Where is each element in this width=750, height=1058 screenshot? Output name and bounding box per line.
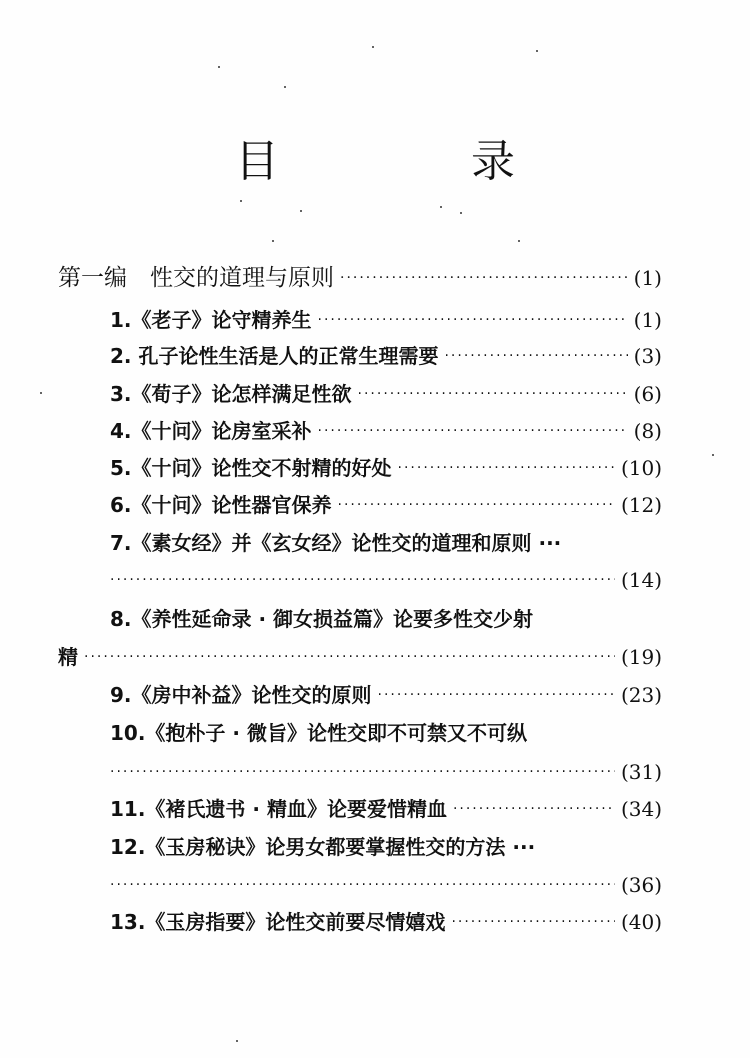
scan-speck [372, 46, 374, 48]
toc-page-number: (31) [620, 760, 662, 784]
leader-dots [444, 340, 627, 372]
toc-entry-3[interactable] [110, 378, 662, 410]
toc-entry-label: 12.《玉房秘诀》论男女都要掌握性交的方法 ··· [110, 835, 536, 859]
toc-entry-6[interactable] [110, 489, 662, 521]
toc-page-number: (6) [633, 382, 662, 406]
leader-dots [318, 415, 628, 447]
toc-entry-label: 4.《十问》论房室采补 [110, 419, 312, 443]
toc-entry-label: 2. 孔子论性生活是人的正常生理需要 [110, 344, 439, 368]
toc-entry-13[interactable] [110, 906, 662, 938]
leader-dots [358, 378, 628, 410]
toc-entry-label: 3.《荀子》论怎样满足性欲 [110, 382, 352, 406]
toc-entry-label: 5.《十问》论性交不射精的好处 [110, 456, 392, 480]
toc-entry-label: 11.《褚氏遗书 · 精血》论要爱惜精血 [110, 797, 447, 821]
scan-speck [536, 50, 538, 52]
scan-speck [460, 212, 462, 214]
scan-speck [440, 206, 442, 208]
toc-entry-label: 10.《抱朴子 · 微旨》论性交即不可禁又不可纵 [110, 721, 527, 745]
toc-entry-12[interactable] [110, 831, 662, 863]
toc-entry-label: 8.《养性延命录 · 御女损益篇》论要多性交少射 [110, 607, 534, 631]
toc-entry-11[interactable] [110, 793, 662, 825]
toc-entry-5[interactable] [110, 452, 662, 484]
leader-dots [110, 869, 615, 901]
toc-page-number: (19) [620, 645, 662, 669]
toc-part-heading[interactable] [58, 262, 662, 294]
toc-page-number: (36) [620, 873, 662, 897]
toc-entry-label: 7.《素女经》并《玄女经》论性交的道理和原则 ··· [110, 531, 562, 555]
toc-entry-12-continuation[interactable] [110, 869, 662, 901]
toc-entry-label: 6.《十问》论性器官保养 [110, 493, 332, 517]
toc-entry-4[interactable] [110, 415, 662, 447]
leader-dots [84, 641, 615, 673]
toc-part-label: 第一编 性交的道理与原则 [58, 265, 334, 291]
toc-entry-2[interactable] [110, 340, 662, 372]
scan-speck [240, 200, 242, 202]
toc-entry-label: 13.《玉房指要》论性交前要尽情嬉戏 [110, 910, 446, 934]
toc-entry-label: 9.《房中补益》论性交的原则 [110, 683, 372, 707]
leader-dots [338, 489, 615, 521]
toc-page-number: (3) [633, 344, 662, 368]
toc-entry-10[interactable] [110, 717, 662, 749]
leader-dots [110, 564, 615, 596]
page-title: 目 录 [235, 136, 589, 187]
toc-entry-8-continuation[interactable] [58, 641, 662, 673]
leader-dots [340, 262, 628, 294]
leader-dots [110, 756, 615, 788]
toc-page-number: (8) [633, 419, 662, 443]
scan-speck [218, 66, 220, 68]
toc-page-number: (1) [633, 266, 662, 290]
toc-page-number: (1) [633, 308, 662, 332]
toc-entry-10-continuation[interactable] [110, 756, 662, 788]
scan-speck [236, 1040, 238, 1042]
leader-dots [453, 793, 615, 825]
toc-entry-label-continuation: 精 [58, 645, 78, 669]
toc-entry-9[interactable] [110, 679, 662, 711]
scan-speck [284, 86, 286, 88]
leader-dots [451, 906, 615, 938]
toc-page-number: (23) [620, 683, 662, 707]
leader-dots [398, 452, 615, 484]
toc-entry-7[interactable] [110, 527, 662, 559]
toc-entry-8[interactable] [110, 603, 662, 635]
toc-entry-1[interactable] [110, 304, 662, 336]
toc-entry-label: 1.《老子》论守精养生 [110, 308, 312, 332]
scan-speck [518, 240, 520, 242]
scan-speck [712, 454, 714, 456]
leader-dots [378, 679, 615, 711]
toc-page-number: (34) [620, 797, 662, 821]
toc-page-number: (12) [620, 493, 662, 517]
scan-speck [300, 210, 302, 212]
toc-entry-7-continuation[interactable] [110, 564, 662, 596]
scan-speck [40, 392, 42, 394]
toc-page-number: (10) [620, 456, 662, 480]
toc-page-number: (14) [620, 568, 662, 592]
leader-dots [318, 304, 628, 336]
toc-page-number: (40) [620, 910, 662, 934]
scan-speck [272, 240, 274, 242]
